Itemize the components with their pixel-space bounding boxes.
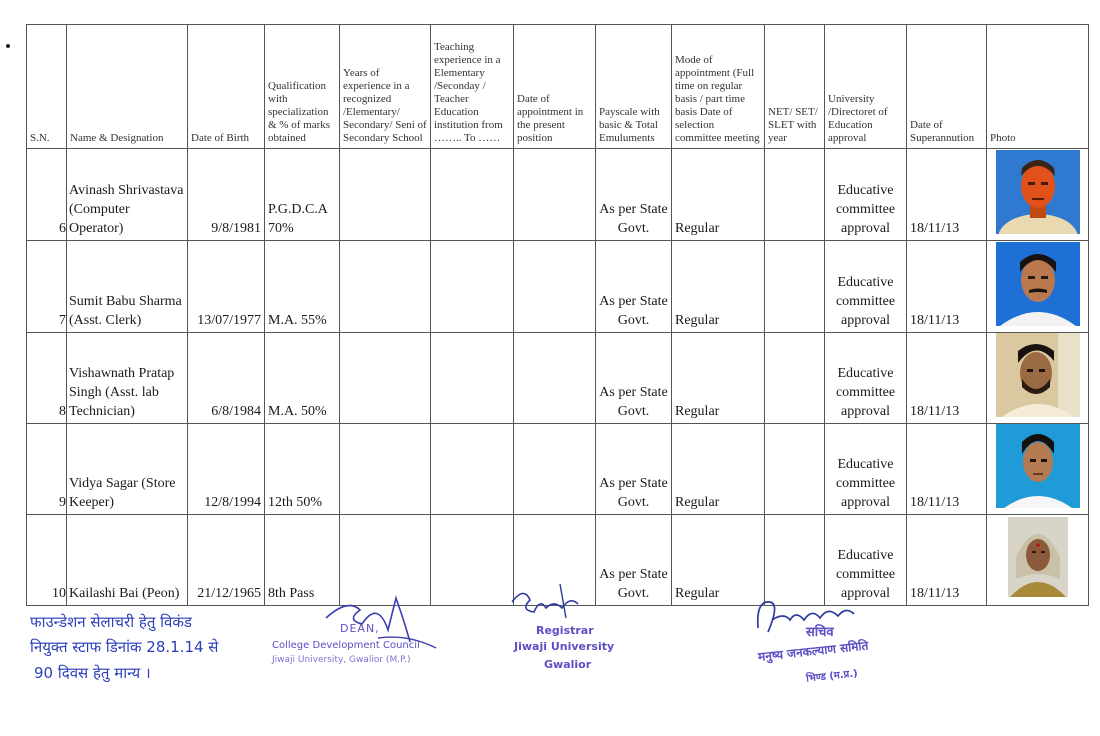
header-mode: Mode of appointment (Full time on regular basis / part time basis Date of selection committee meeting <box>672 25 765 149</box>
header-photo: Photo <box>987 25 1089 149</box>
cell-mode: Regular <box>672 424 765 515</box>
cell-sn: 10 <box>27 515 67 606</box>
cell-photo <box>987 424 1089 515</box>
cell-teaching-experience <box>431 241 514 333</box>
photo-man-4 <box>996 424 1080 508</box>
cell-mode: Regular <box>672 241 765 333</box>
handwritten-note-line-1: फाउन्डेशन सेलाचरी हेतु विकंड <box>30 613 192 631</box>
handwritten-note-line-2: नियुक्त स्टाफ डिनांक 28.1.14 से <box>30 638 219 656</box>
cell-photo <box>987 333 1089 424</box>
secretary-stamp-line-3: भिण्ड (म.प्र.) <box>805 668 859 685</box>
photo-man-1 <box>996 150 1080 234</box>
cell-sn: 8 <box>27 333 67 424</box>
cell-dob: 21/12/1965 <box>188 515 265 606</box>
cell-years-experience <box>340 333 431 424</box>
header-years-experience: Years of experience in a recognized /Elementary/ Secondary/ Seni of Secondary School <box>340 25 431 149</box>
cell-dob: 12/8/1994 <box>188 424 265 515</box>
cell-superannuation: 18/11/13 <box>907 515 987 606</box>
header-teaching-experience: Teaching experience in a Elementary /Seconday / Teacher Education institution from …….. To …… <box>431 25 514 149</box>
header-university: University /Directoret of Education approval <box>825 25 907 149</box>
cell-photo <box>987 515 1089 606</box>
margin-dot <box>6 44 10 48</box>
cell-approval: Educative committee approval <box>825 424 907 515</box>
cell-qualification: M.A. 55% <box>265 241 340 333</box>
cell-superannuation: 18/11/13 <box>907 241 987 333</box>
header-dob: Date of Birth <box>188 25 265 149</box>
secretary-stamp-line-2: मनुष्य जनकल्याण समिति <box>757 638 869 664</box>
header-sn: S.N. <box>27 25 67 149</box>
cell-net <box>765 333 825 424</box>
cell-dob: 9/8/1981 <box>188 149 265 241</box>
table-row <box>27 149 1089 241</box>
registrar-stamp-line-1: Registrar <box>536 624 594 637</box>
table-row <box>27 241 1089 333</box>
cell-net <box>765 424 825 515</box>
cell-years-experience <box>340 241 431 333</box>
secretary-stamp-line-1: सचिव <box>806 625 834 640</box>
table-row <box>27 424 1089 515</box>
dean-stamp-title: DEAN, <box>340 622 380 635</box>
cell-sn: 6 <box>27 149 67 241</box>
cell-date-appointment <box>514 149 596 241</box>
cell-photo <box>987 241 1089 333</box>
header-superannuation: Date of Superannution <box>907 25 987 149</box>
registrar-stamp-line-2: Jiwaji University <box>514 640 615 653</box>
cell-qualification: 12th 50% <box>265 424 340 515</box>
header-net: NET/ SET/ SLET with year <box>765 25 825 149</box>
staff-table <box>26 24 1089 606</box>
cell-approval: Educative committee approval <box>825 149 907 241</box>
cell-dob: 13/07/1977 <box>188 241 265 333</box>
photo-woman-1 <box>1008 517 1068 597</box>
cell-superannuation: 18/11/13 <box>907 333 987 424</box>
cell-sn: 9 <box>27 424 67 515</box>
cell-mode: Regular <box>672 515 765 606</box>
cell-name: Vishawnath Pratap Singh (Asst. lab Technician) <box>67 333 188 424</box>
cell-payscale: As per State Govt. <box>596 333 672 424</box>
dean-stamp-line-3: Jiwaji University, Gwalior (M.P.) <box>272 655 411 665</box>
header-qualification: Qualification with specialization & % of marks obtained <box>265 25 340 149</box>
cell-years-experience <box>340 149 431 241</box>
cell-dob: 6/8/1984 <box>188 333 265 424</box>
photo-man-2 <box>996 242 1080 326</box>
photo-man-3 <box>996 333 1080 417</box>
cell-superannuation: 18/11/13 <box>907 424 987 515</box>
cell-payscale: As per State Govt. <box>596 241 672 333</box>
header-row <box>27 25 1089 149</box>
cell-date-appointment <box>514 333 596 424</box>
cell-superannuation: 18/11/13 <box>907 149 987 241</box>
registrar-stamp-line-3: Gwalior <box>544 658 592 671</box>
handwritten-note-line-3: 90 दिवस हेतु मान्य । <box>34 664 151 682</box>
cell-name: Vidya Sagar (Store Keeper) <box>67 424 188 515</box>
cell-qualification: P.G.D.C.A 70% <box>265 149 340 241</box>
cell-approval: Educative committee approval <box>825 333 907 424</box>
cell-teaching-experience <box>431 424 514 515</box>
cell-years-experience <box>340 424 431 515</box>
cell-name: Sumit Babu Sharma (Asst. Clerk) <box>67 241 188 333</box>
cell-mode: Regular <box>672 333 765 424</box>
cell-qualification: 8th Pass <box>265 515 340 606</box>
cell-payscale: As per State Govt. <box>596 149 672 241</box>
cell-payscale: As per State Govt. <box>596 515 672 606</box>
cell-payscale: As per State Govt. <box>596 424 672 515</box>
header-payscale: Payscale with basic & Total Emuluments <box>596 25 672 149</box>
cell-photo <box>987 149 1089 241</box>
cell-net <box>765 241 825 333</box>
cell-name: Kailashi Bai (Peon) <box>67 515 188 606</box>
cell-teaching-experience <box>431 333 514 424</box>
cell-mode: Regular <box>672 149 765 241</box>
header-date-appointment: Date of appointment in the present position <box>514 25 596 149</box>
table-row <box>27 333 1089 424</box>
cell-net <box>765 149 825 241</box>
cell-approval: Educative committee approval <box>825 241 907 333</box>
header-name: Name & Designation <box>67 25 188 149</box>
cell-date-appointment <box>514 241 596 333</box>
cell-date-appointment <box>514 424 596 515</box>
dean-stamp-line-2: College Development Council <box>272 640 420 651</box>
cell-name: Avinash Shrivastava (Computer Operator) <box>67 149 188 241</box>
cell-qualification: M.A. 50% <box>265 333 340 424</box>
cell-approval: Educative committee approval <box>825 515 907 606</box>
cell-sn: 7 <box>27 241 67 333</box>
cell-teaching-experience <box>431 149 514 241</box>
